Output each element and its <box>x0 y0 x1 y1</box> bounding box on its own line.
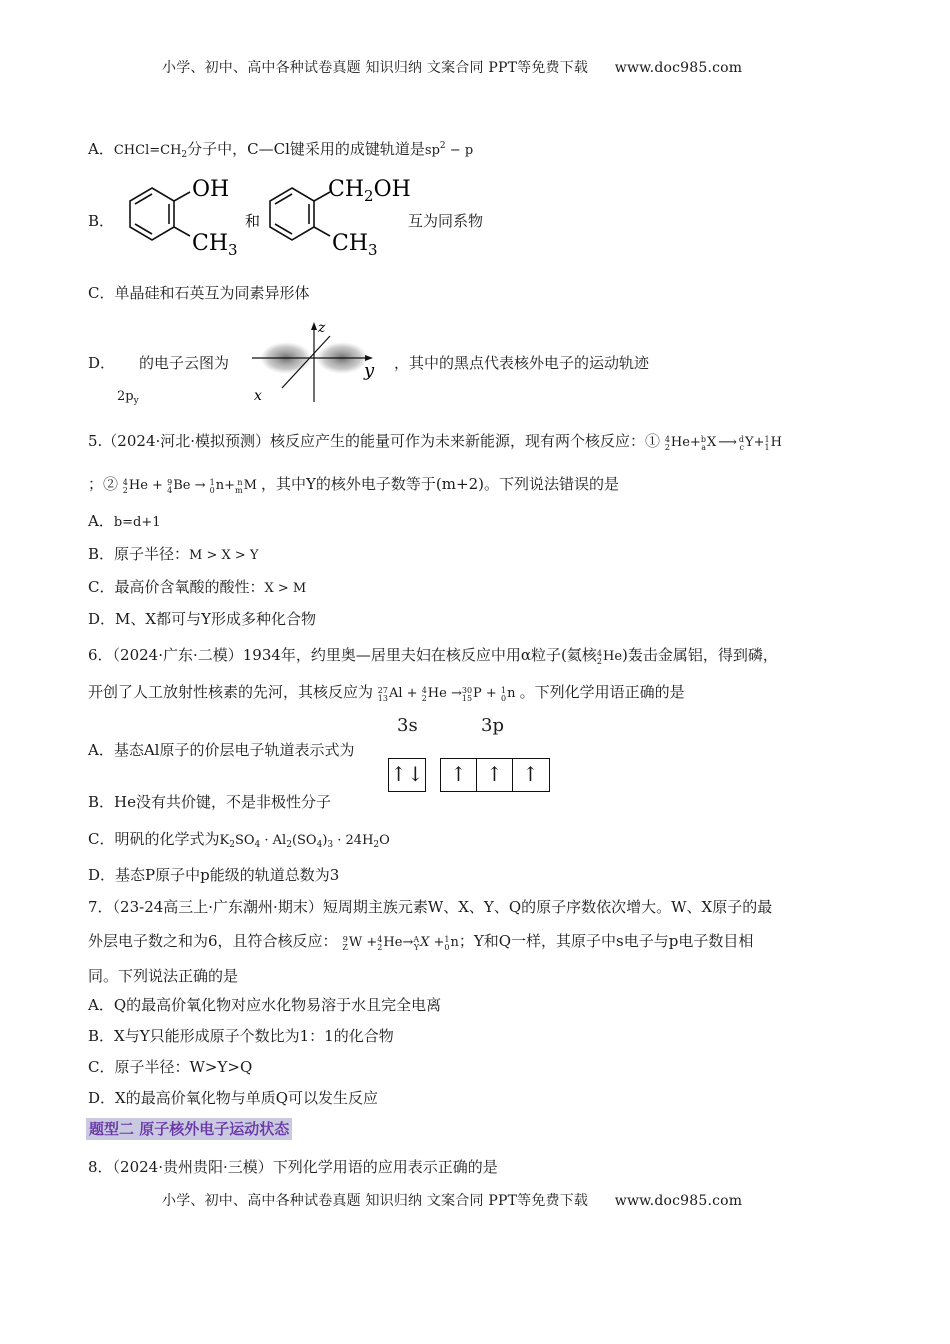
q8-stem: 8．（2024·贵州贵阳·三模）下列化学用语的应用表示正确的是 <box>88 1158 498 1176</box>
q4-option-a: A．$CHCl=CH_2$分子中，C—Cl键采用的成键轨道是$sp^2 - p$ <box>88 140 474 160</box>
orbital-boxes-3p <box>440 758 550 792</box>
q4-option-b-label: B． <box>88 212 115 230</box>
q6-stem-line2: 开创了人工放射性核素的先河，其核反应为 27 13 Al + 4 2 He → 30 15 P + 1 0 n 。下列化学用语正确的是 <box>88 683 685 703</box>
orbital-3p-box-2: ↑ <box>477 759 513 791</box>
q7-stem-line1: 7．（23-24高三上·广东潮州·期末）短周期主族元素W、X、Y、Q的原子序数依次增大。W、X原子的最 <box>88 898 773 916</box>
mol2-top-group: $CH_2OH$ <box>328 177 411 205</box>
q6-stem-line1: 6．（2024·广东·二模）1934年，约里奥—居里夫妇在核反应中用α粒子(氦核 4 2 He)轰击金属铝，得到磷， <box>88 646 778 666</box>
alum-formula: $K_2SO_4 \cdot Al_2(SO_4)_3 \cdot 24H_2O$ <box>219 833 390 850</box>
section-heading: 题型二 原子核外电子运动状态 <box>86 1119 292 1139</box>
electron-cloud-diagram <box>252 318 392 406</box>
benzene-ring-1 <box>130 188 190 240</box>
mol2-bottom-group: $CH_3$ <box>332 231 378 259</box>
z-axis-label: z <box>318 320 326 336</box>
q5-reaction-2: 4 2 He + 9 4 Be → 1 0 n+ n m M <box>122 478 257 495</box>
q4-option-b-text: 互为同系物 <box>408 212 484 230</box>
q7-option-c: C．原子半径：W>Y>Q <box>88 1058 253 1076</box>
q5-option-d: D．M、X都可与Y形成多种化合物 <box>88 610 316 628</box>
page-header <box>162 58 742 78</box>
q7-nuclear-equation: 9 Z W + 4 2 He→ A Y X + 1 0 n <box>342 935 459 952</box>
q6-option-d: D．基态P原子中p能级的轨道总数为3 <box>88 866 340 884</box>
q5-option-c: C．最高价含氧酸的酸性：X > M <box>88 578 307 596</box>
q4-orbital-label: $2p_y$ <box>117 389 139 406</box>
footer-url[interactable]: www.doc985.com <box>614 1193 743 1209</box>
y-axis-label: y <box>364 360 375 381</box>
orbital-3p-box-1: ↑ <box>441 759 477 791</box>
q4-option-d: D． 的电子云图为 <box>88 354 230 372</box>
q5-option-b: B．原子半径：M > X > Y <box>88 545 259 563</box>
orbital-3p-label: 3p <box>481 715 504 736</box>
mol1-top-group: OH <box>192 177 230 202</box>
q4-option-c: C．单晶硅和石英互为同素异形体 <box>88 284 310 302</box>
q6-option-b: B．He没有共价键，不是非极性分子 <box>88 793 331 811</box>
footer-text: 小学、初中、高中各种试卷真题 知识归纳 文案合同 PPT等免费下载 <box>162 1193 589 1209</box>
q6-nuclear-equation: 27 13 Al + 4 2 He → 30 15 P + 1 0 n <box>377 686 516 703</box>
orbital-3p-box-3: ↑ <box>522 762 539 786</box>
orbital-box-3s: ↑↓ <box>388 758 426 792</box>
x-axis-label: x <box>254 388 262 404</box>
q7-stem-line2: 外层电子数之和为6，且符合核反应： 9 Z W + 4 2 He→ A Y X + 1 0 n；Y和Q一样，其原子中s电子与p电子数目相 <box>88 932 754 952</box>
q5-option-a: A．b=d+1 <box>88 512 161 530</box>
q5-stem-line2: ；② 4 2 He + 9 4 Be → 1 0 n+ n m M ，其中Y的核外电子数等于(m+2)。下列说法错误的是 <box>88 475 619 495</box>
q7-option-a: A．Q的最高价氧化物对应水化物易溶于水且完全电离 <box>88 996 442 1014</box>
q5-reaction-1: 4 2 He+ b a X ⟶ d c Y+ 1 1 H <box>664 435 782 452</box>
q7-option-b: B．X与Y只能形成原子个数比为1：1的化合物 <box>88 1027 394 1045</box>
orbital-3s-label: 3s <box>397 715 418 736</box>
header-url[interactable]: www.doc985.com <box>614 60 743 76</box>
mol1-bottom-group: $CH_3$ <box>192 231 238 259</box>
q7-stem-line3: 同。下列说法正确的是 <box>88 967 239 985</box>
q5-stem-line1: 5.（2024·河北·模拟预测）核反应产生的能量可作为未来新能源，现有两个核反应：① 4 2 He+ b a X ⟶ d c Y+ 1 1 H <box>88 432 782 452</box>
q6-option-a: A．基态Al原子的价层电子轨道表示式为 <box>88 741 355 759</box>
q4-option-d-tail: ，其中的黑点代表核外电子的运动轨迹 <box>394 354 650 372</box>
q7-option-d: D．X的最高价氧化物与单质Q可以发生反应 <box>88 1089 379 1107</box>
and-text: 和 <box>245 212 261 230</box>
benzene-ring-2 <box>270 188 330 240</box>
q4-option-b-structures <box>112 170 412 260</box>
q6-option-c: C．明矾的化学式为$K_2SO_4 \cdot Al_2(SO_4)_3 \cdot 24H_2O$ <box>88 830 390 850</box>
header-text: 小学、初中、高中各种试卷真题 知识归纳 文案合同 PPT等免费下载 <box>162 60 589 76</box>
page-footer <box>162 1191 742 1211</box>
